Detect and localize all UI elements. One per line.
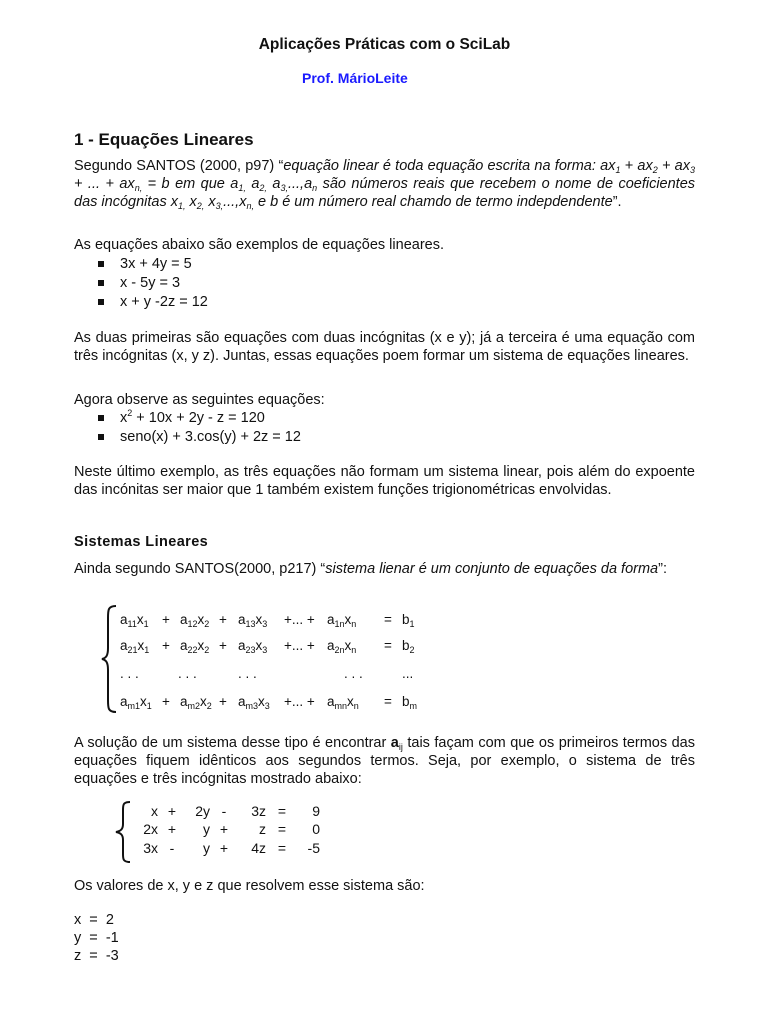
example-term: 9: [312, 803, 320, 819]
example-term: +: [167, 821, 177, 837]
list-item: $x^2 + 10x + 2y - z = 120$: [98, 409, 301, 428]
example-term: =: [277, 803, 287, 819]
section-heading-equacoes-lineares: 1 - Equações Lineares: [74, 130, 254, 149]
example-term: -5: [307, 840, 320, 856]
bullet-icon: [98, 299, 104, 305]
author-name: Prof. MárioLeite: [302, 70, 408, 86]
nonlinear-examples-list: [98, 409, 301, 447]
system-term: +: [162, 638, 170, 653]
example-term: 3x: [143, 840, 158, 856]
ellipsis: . . .: [120, 666, 139, 681]
system-term: $a_{m3}x_3$: [238, 694, 270, 711]
system-term: $b_1$: [402, 612, 415, 629]
solution-x: x = 2: [74, 912, 114, 928]
example-term: y: [203, 840, 210, 856]
example-term: 4z: [251, 840, 266, 856]
ellipsis: . . .: [344, 666, 363, 681]
system-term: $a_{m1}x_1$: [120, 694, 152, 711]
ellipsis: ...: [402, 666, 414, 681]
bullet-icon: [98, 280, 104, 286]
example-term: z: [259, 821, 266, 837]
system-term: $a_{2n}x_n$: [327, 638, 357, 655]
example-term: 2y: [195, 803, 210, 819]
document-title: Aplicações Práticas com o SciLab: [258, 36, 511, 53]
system-term: $a_{22}x_2$: [180, 638, 210, 655]
system-term: +... +: [284, 694, 315, 709]
general-linear-system: [100, 604, 460, 714]
list-item: seno(x) + 3.cos(y) + 2z = 12: [98, 428, 301, 447]
system-term: +: [162, 612, 170, 627]
examples-intro: As equações abaixo são exemplos de equações lineares.: [74, 237, 444, 253]
solution-y: y = -1: [74, 930, 119, 946]
example-term: 0: [312, 821, 320, 837]
example-term: =: [277, 821, 287, 837]
linear-examples-list: [98, 255, 208, 312]
system-term: $b_m$: [402, 694, 418, 711]
conclusion-paragraph: Neste último exemplo, as três equações não formam um sistema linear, pois além do expoente das incónitas ser maior que 1 também existem funções trigionométricas envolvidas.: [74, 464, 695, 498]
solution-z: z = -3: [74, 948, 119, 964]
example-term: 2x: [143, 821, 158, 837]
system-term: $a_{m2}x_2$: [180, 694, 212, 711]
system-term: $a_{13}x_3$: [238, 612, 268, 629]
ellipsis: . . .: [238, 666, 257, 681]
example-term: -: [221, 803, 227, 819]
bullet-icon: [98, 434, 104, 440]
observe-paragraph: Agora observe as seguintes equações:: [74, 392, 325, 408]
system-term: $a_{1n}x_n$: [327, 612, 357, 629]
values-intro: Os valores de x, y e z que resolvem esse sistema são:: [74, 878, 425, 894]
intro-paragraph: Segundo SANTOS (2000, p97) “equação linear é toda equação escrita na forma: $ax_1 + ax_2 + ax_3$ + ... + $ax_{n,} = b$ em que $a_{1,}$ $a_{2,}$ $a_{3,}...,a_n$ são números reais que recebem o nome de coeficientes das incógnitas $x_{1,}$ $x_{2,}$ $x_{3,}...,x_{n,}$ e b é um número real chamdo de termo indepdendente”.: [74, 158, 696, 211]
system-term: +: [162, 694, 170, 709]
system-term: +: [219, 638, 227, 653]
example-term: 3z: [251, 803, 266, 819]
system-term: =: [384, 612, 392, 627]
system-term: +... +: [284, 612, 315, 627]
system-term: $a_{12}x_2$: [180, 612, 210, 629]
example-term: +: [219, 821, 229, 837]
ellipsis: . . .: [178, 666, 197, 681]
example-term: +: [167, 803, 177, 819]
system-term: +... +: [284, 638, 315, 653]
solution-paragraph: A solução de um sistema desse tipo é encontrar $a_{ij}$ tais façam com que os primeiros termos das equações fiquem idênticos aos segundos termos. Seja, por exemplo, o sistema de três equações e três incógnitas mostrado abaixo:: [74, 735, 695, 787]
system-term: $b_2$: [402, 638, 415, 655]
system-term: $a_{23}x_3$: [238, 638, 268, 655]
system-term: =: [384, 694, 392, 709]
system-term: $a_{21}x_1$: [120, 638, 150, 655]
system-term: +: [219, 612, 227, 627]
list-item: x - 5y = 3: [98, 274, 208, 293]
explanation-paragraph: As duas primeiras são equações com duas incógnitas (x e y); já a terceira é uma equação com três incógnitas (x, y z). Juntas, essas equações poem formar um sistema de equações lineares.: [74, 330, 695, 364]
list-item: x + y -2z = 12: [98, 293, 208, 312]
section-heading-sistemas-lineares: Sistemas Lineares: [74, 534, 209, 550]
left-brace-icon: [112, 800, 134, 864]
bullet-icon: [98, 415, 104, 421]
list-item: 3x + 4y = 5: [98, 255, 208, 274]
system-term: =: [384, 638, 392, 653]
system-term: +: [219, 694, 227, 709]
system-term: $a_{mn}x_n$: [327, 694, 359, 711]
example-linear-system: [112, 800, 332, 864]
bullet-icon: [98, 261, 104, 267]
example-term: -: [169, 840, 175, 856]
system-term: $a_{11}x_1$: [120, 612, 149, 629]
example-term: x: [151, 803, 158, 819]
definition-paragraph: Ainda segundo SANTOS(2000, p217) “sistema lienar é um conjunto de equações da forma”:: [74, 561, 667, 577]
example-term: y: [203, 821, 210, 837]
left-brace-icon: [100, 604, 120, 714]
example-term: +: [219, 840, 229, 856]
example-term: =: [277, 840, 287, 856]
